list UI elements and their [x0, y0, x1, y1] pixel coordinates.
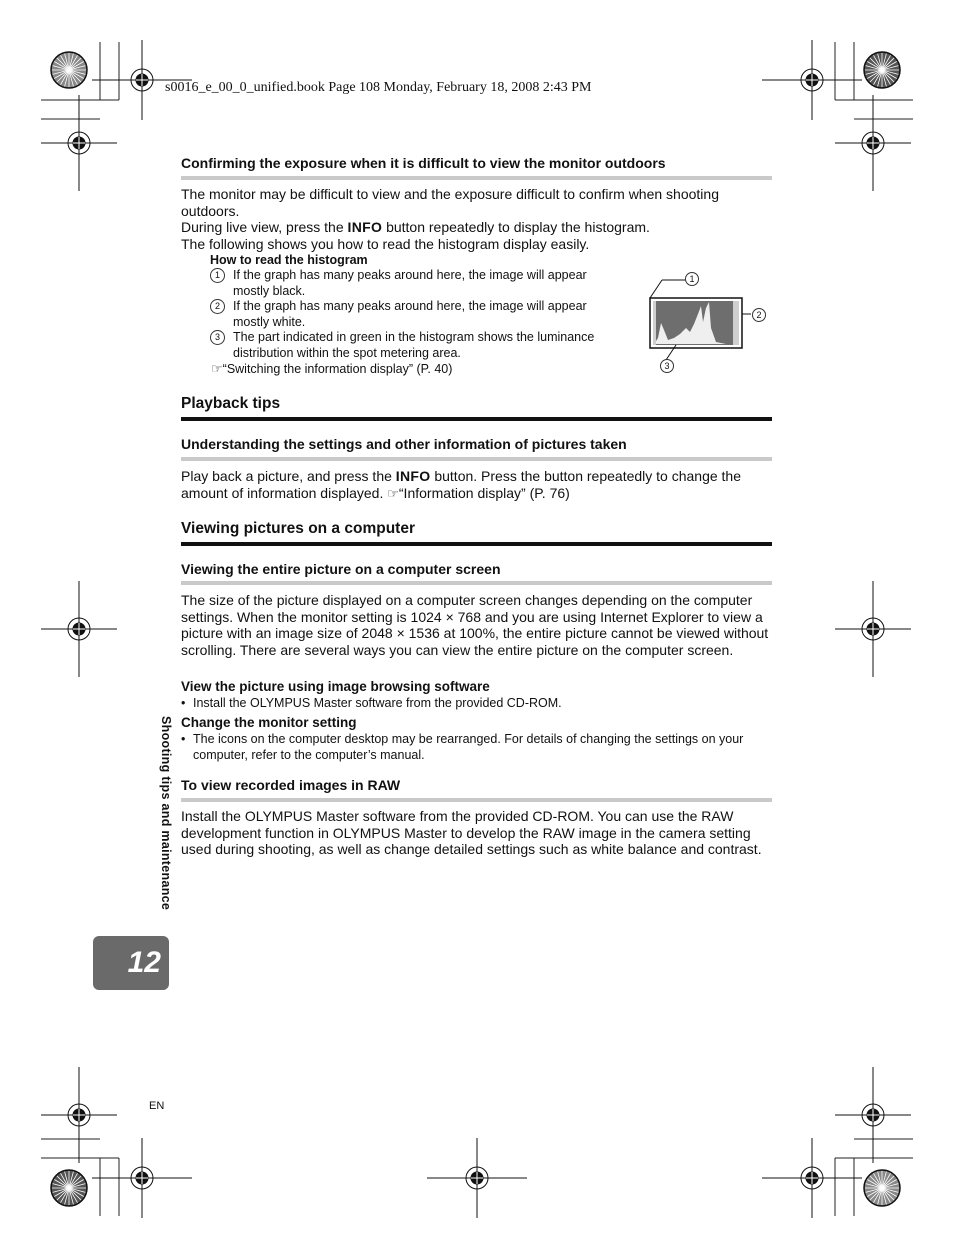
exposure-heading: Confirming the exposure when it is difficult to view the monitor outdoors — [181, 155, 666, 171]
howto-heading: How to read the histogram — [210, 253, 368, 267]
section-rule — [181, 417, 772, 421]
chapter-number-tab: 12 — [93, 936, 169, 990]
histogram-item-1: 1 If the graph has many peaks around here, the image will appear mostly black. — [210, 268, 625, 299]
raw-heading: To view recorded images in RAW — [181, 777, 401, 793]
option2-heading: Change the monitor setting — [181, 715, 357, 730]
heading-rule — [181, 581, 772, 585]
option2-bullet: • The icons on the computer desktop may be rearranged. For details of changing the settings on your computer, refer to the computer’s manual. — [181, 732, 744, 762]
exposure-paragraph-3: The following shows you how to read the histogram display easily. — [181, 236, 590, 252]
chapter-title-vertical: Shooting tips and maintenance — [159, 716, 173, 911]
heading-rule — [181, 176, 772, 180]
playback-tips-heading: Playback tips — [181, 395, 281, 412]
histogram-item-2: 2 If the graph has many peaks around here, the image will appear mostly white. — [210, 299, 625, 330]
language-code: EN — [149, 1100, 165, 1112]
info-button-label: INFO — [347, 219, 383, 235]
circled-number: 1 — [210, 268, 225, 283]
heading-rule — [181, 457, 772, 461]
playback-paragraph: Play back a picture, and press the INFO button. Press the button repeatedly to change the amount of information displayed. ☞“Information display” (P. 76) — [181, 468, 742, 501]
info-button-label: INFO — [395, 468, 431, 484]
book-header-line: s0016_e_00_0_unified.book Page 108 Monday, February 18, 2008 2:43 PM — [165, 80, 592, 95]
circled-number: 3 — [210, 330, 225, 345]
option1-bullet: • Install the OLYMPUS Master software from the provided CD-ROM. — [181, 696, 562, 710]
heading-rule — [181, 798, 772, 802]
pointing-hand-icon: ☞ — [387, 485, 399, 501]
entire-picture-paragraph: The size of the picture displayed on a computer screen changes depending on the computer settings. When the monitor setting is 1024 × 768 and you are using Internet Explorer to view a picture with an image size of 2048 × 1536 at 100%, the entire picture cannot be viewed without scrolling. There are several ways you can view the entire picture on the computer screen. — [181, 592, 769, 658]
computer-viewing-heading: Viewing pictures on a computer — [181, 520, 415, 537]
pointing-hand-icon: ☞ — [211, 361, 223, 376]
option1-heading: View the picture using image browsing software — [181, 679, 490, 694]
playback-sub-heading: Understanding the settings and other information of pictures taken — [181, 436, 627, 452]
exposure-paragraph-1: The monitor may be difficult to view and the exposure difficult to confirm when shooting outdoors. — [181, 186, 719, 219]
reference-information-display: “Information display” (P. 76) — [398, 484, 570, 501]
callout-3: 3 — [660, 359, 674, 373]
section-rule — [181, 542, 772, 546]
exposure-paragraph-2: During live view, press the INFO button repeatedly to display the histogram. — [181, 219, 650, 235]
histogram-item-3: 3 The part indicated in green in the histogram shows the luminance distribution within the spot metering area. — [210, 330, 625, 361]
callout-1: 1 — [685, 272, 699, 286]
histogram-figure — [646, 268, 771, 378]
reference-switching-display: ☞“Switching the information display” (P. 40) — [211, 361, 453, 376]
circled-number: 2 — [210, 299, 225, 314]
raw-paragraph: Install the OLYMPUS Master software from the provided CD-ROM. You can use the RAW development function in OLYMPUS Master to develop the RAW image in the camera setting used during shooting, as well as change detailed settings such as white balance and contrast. — [181, 808, 762, 858]
callout-2: 2 — [752, 308, 766, 322]
entire-picture-heading: Viewing the entire picture on a computer screen — [181, 561, 501, 577]
